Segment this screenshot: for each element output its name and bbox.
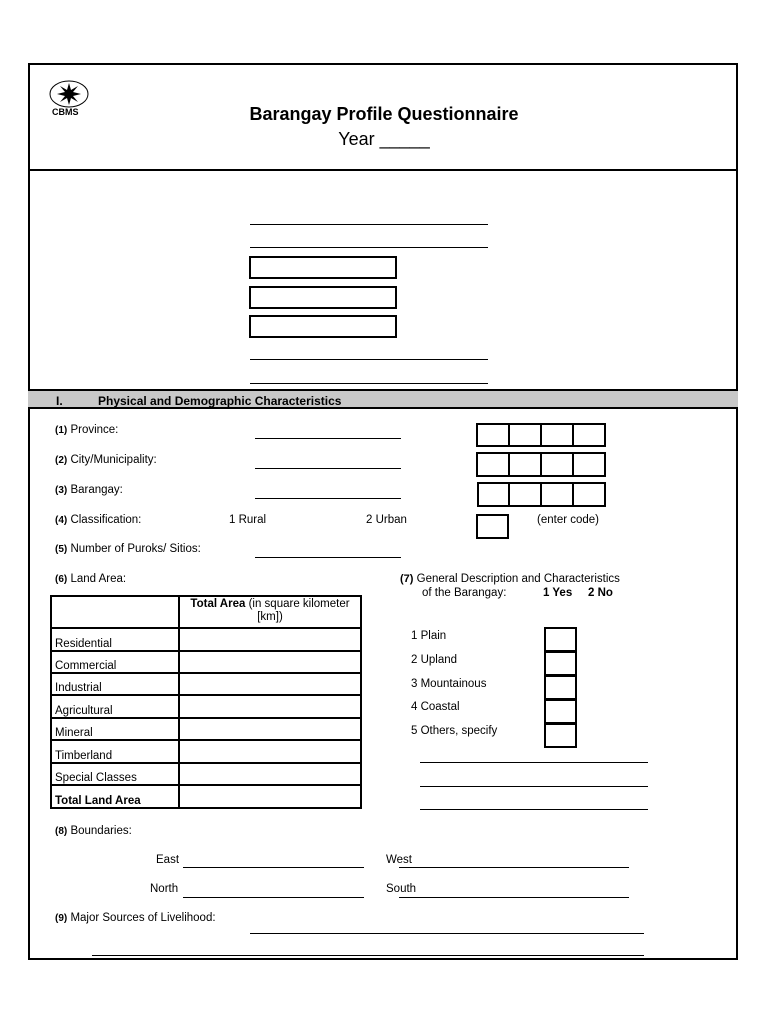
field-number: (5) <box>55 544 68 555</box>
field-label: Land Area: <box>70 573 127 585</box>
table-row-label: Special Classes <box>51 763 179 785</box>
terrain-others: 5 Others, specify <box>411 725 498 737</box>
option-rural: 1 Rural <box>229 514 267 526</box>
field-number: (8) <box>55 826 68 837</box>
field-number: (2) <box>55 455 68 466</box>
table-cell-input[interactable] <box>179 740 361 763</box>
header-divider <box>28 169 738 171</box>
table-row-label-total: Total Land Area <box>51 785 179 808</box>
field-label: General Description and Characteristics <box>416 573 620 585</box>
terrain-coastal: 4 Coastal <box>411 701 460 713</box>
year-label: Year _____ <box>338 129 430 149</box>
table-cell-input[interactable] <box>179 695 361 718</box>
table-row-label: Agricultural <box>51 695 179 718</box>
field-label: Boundaries: <box>70 825 132 837</box>
livelihood-input[interactable] <box>92 955 644 956</box>
blank-box[interactable] <box>249 286 397 309</box>
field-number: (6) <box>55 574 68 585</box>
boundary-south-label: South <box>386 883 417 895</box>
terrain-plain-box[interactable] <box>544 627 577 652</box>
barangay-input[interactable] <box>255 498 401 499</box>
city-input[interactable] <box>255 468 401 469</box>
field-province <box>55 424 118 436</box>
table-row-label: Timberland <box>51 740 179 763</box>
blank-line[interactable] <box>250 247 488 248</box>
boundary-east-input[interactable] <box>183 867 364 868</box>
boundary-north-label: North <box>150 883 179 895</box>
others-specify-line[interactable] <box>420 809 648 810</box>
terrain-upland: 2 Upland <box>411 654 458 666</box>
header-rest: (in square kilometer <box>245 598 350 610</box>
province-input[interactable] <box>255 438 401 439</box>
table-row-label: Industrial <box>51 673 179 695</box>
section-number: I. <box>56 394 63 408</box>
terrain-plain: 1 Plain <box>411 630 447 642</box>
boundary-south-input[interactable] <box>399 897 629 898</box>
table-cell-input[interactable] <box>179 651 361 673</box>
section-title: Physical and Demographic Characteristics <box>98 394 342 408</box>
field-number: (3) <box>55 485 68 496</box>
field-number: (9) <box>55 913 68 924</box>
field-label: Barangay: <box>70 484 123 496</box>
field-label: Classification: <box>70 514 142 526</box>
blank-line[interactable] <box>250 359 488 360</box>
table-cell-input[interactable] <box>179 785 361 808</box>
field-number: (7) <box>400 573 414 585</box>
table-header-blank <box>51 596 179 628</box>
table-cell-input[interactable] <box>179 673 361 695</box>
classification-code-box[interactable] <box>476 514 509 539</box>
field-land-area <box>55 573 126 585</box>
blank-line[interactable] <box>250 383 488 384</box>
livelihood-input[interactable] <box>250 933 644 934</box>
table-header-total-area <box>179 596 361 628</box>
boundary-north-input[interactable] <box>183 897 364 898</box>
blank-box[interactable] <box>249 256 397 279</box>
terrain-upland-box[interactable] <box>544 651 577 676</box>
puroks-input[interactable] <box>255 557 401 558</box>
enter-code-hint: (enter code) <box>537 514 600 526</box>
table-cell-input[interactable] <box>179 763 361 785</box>
option-urban: 2 Urban <box>366 514 407 526</box>
field-general-line2: of the Barangay: <box>422 587 507 599</box>
boundary-east-label: East <box>156 854 180 866</box>
terrain-others-box[interactable] <box>544 723 577 748</box>
land-area-table <box>50 595 362 809</box>
blank-line[interactable] <box>250 224 488 225</box>
field-label: Major Sources of Livelihood: <box>70 912 216 924</box>
header-unit: [km]) <box>257 611 283 623</box>
field-label: Number of Puroks/ Sitios: <box>70 543 201 555</box>
field-general-description <box>400 573 620 585</box>
terrain-mountainous: 3 Mountainous <box>411 678 487 690</box>
table-cell-input[interactable] <box>179 718 361 740</box>
field-boundaries <box>55 825 132 837</box>
table-row-label: Mineral <box>51 718 179 740</box>
table-row-label: Residential <box>51 628 179 651</box>
logo-text: CBMS <box>52 107 79 117</box>
boundary-west-input[interactable] <box>399 867 629 868</box>
field-classification <box>55 514 141 526</box>
terrain-mountainous-box[interactable] <box>544 675 577 700</box>
table-row-label: Commercial <box>51 651 179 673</box>
form-frame <box>28 63 738 960</box>
field-barangay <box>55 484 123 496</box>
boundary-west-label: West <box>386 854 412 866</box>
legend-no: 2 No <box>588 587 613 599</box>
terrain-coastal-box[interactable] <box>544 699 577 724</box>
blank-box[interactable] <box>249 315 397 338</box>
field-label: Province: <box>70 424 119 436</box>
legend-yes: 1 Yes <box>543 587 573 599</box>
others-specify-line[interactable] <box>420 786 648 787</box>
field-number: (4) <box>55 515 68 526</box>
field-number: (1) <box>55 425 68 436</box>
others-specify-line[interactable] <box>420 762 648 763</box>
table-cell-input[interactable] <box>179 628 361 651</box>
field-puroks <box>55 543 201 555</box>
header-bold: Total Area <box>190 598 246 610</box>
field-livelihood <box>55 912 216 924</box>
page-title: Barangay Profile Questionnaire <box>249 104 519 124</box>
field-city <box>55 454 157 466</box>
section-header <box>28 389 738 409</box>
field-label: City/Municipality: <box>70 454 157 466</box>
